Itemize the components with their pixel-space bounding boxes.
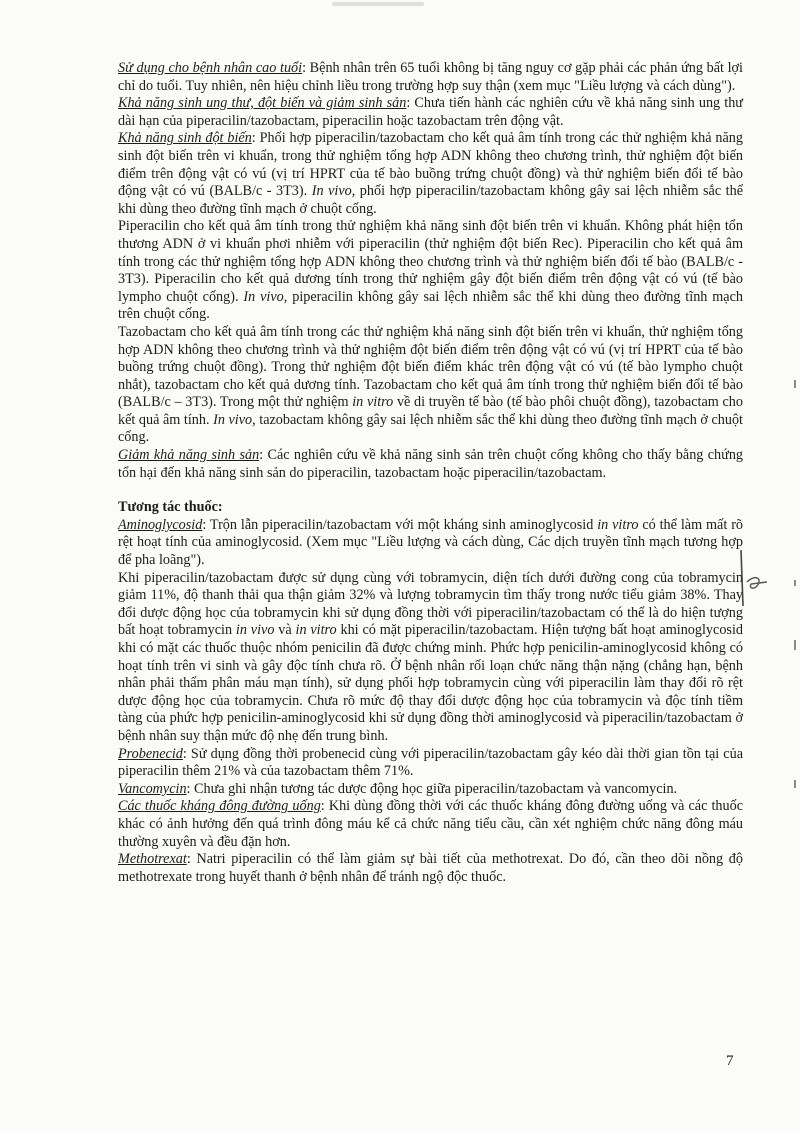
text-run: có thể làm mất rõ rệt hoạt tính của aminoglycosid. (Xem mục "Liều lượng và cách dùng, Các dịch truyền tĩnh mạch tương hợp để pha loãng"). [118, 516, 744, 569]
text-run: Tazobactam cho kết quả âm tính trong các thử nghiệm khả năng sinh đột biến trên vi khuẩn, thử nghiệm tổng hợp ADN không theo chương trình và thử nghiệm đột biến điểm trên động vật có vú (vị trí HPRT của tế bào buồng trứng chuột đồng). Trong thử nghiệm đột biến điểm khác trên động vật có vú (tế bào lympho chuột nhắt), tazobactam cho kết quả dương tính. Tazobactam cho kết quả âm tính trong thử nghiệm biến đổi tế bào (BALB/c – 3T3). Trong một thử nghiệm [118, 323, 743, 411]
paragraph [118, 851, 743, 886]
subsection-label: Khả năng sinh ung thư, đột biến và giảm sinh sản [118, 95, 407, 112]
handwritten-mark [737, 548, 777, 608]
italic-term: in vitro [295, 622, 337, 639]
paragraph [118, 781, 743, 799]
paragraph [118, 60, 743, 95]
text-run: khi có mặt piperacilin/tazobactam. Hiện tượng bất hoạt aminoglycosid khi có mặt các thuốc thuộc nhóm penicilin đã được chứng minh. Phức hợp penicilin-aminoglycosid không có hoạt tính trên vi sinh và gây độc tính chưa rõ. Ở bệnh nhân rối loạn chức năng thận nặng (chẳng hạn, bệnh nhân phải thẩm phân máu mạn tính), sử dụng phối hợp tobramycin cùng với piperacilin làm thay đổi rõ rệt dược động học của tobramycin. Chưa rõ mức độ thay đổi dược động học của tobramycin và độc tính tiềm tàng của phức hợp penicilin-aminoglycosid khi sử dụng đồng thời aminoglycosid và piperacilin/tazobactam ở bệnh nhân suy thận mức độ nhẹ đến trung bình. [118, 622, 743, 744]
italic-term: in vitro [597, 516, 639, 533]
paragraph [118, 324, 743, 447]
italic-term: In vivo [311, 183, 352, 200]
scan-edge-mark [794, 640, 796, 650]
subsection-label: Methotrexat [118, 851, 187, 868]
text-run: : Chưa tiến hành các nghiên cứu về khả năng sinh ung thư dài hạn của piperacilin/tazobactam, piperacilin hoặc tazobactam trên động vật. [118, 95, 743, 129]
paragraph [118, 517, 743, 570]
text-run: Piperacilin cho kết quả âm tính trong thử nghiệm khả năng sinh đột biến trên vi khuẩn. Không phát hiện tổn thương ADN ở vi khuẩn phơi nhiễm với piperacilin (thử nghiệm đột biến Rec). Piperacilin cho kết quả âm tính trong các thử nghiệm tổng hợp ADN không theo chương trình và thử nghiệm biến đổi tế bào (BALB/c - 3T3). Piperacilin cho kết quả dương tính trong thử nghiệm gây đột biến điểm trên động vật có vú (tế bào lympho chuột cống). [118, 218, 743, 305]
text-run: : Trộn lẫn piperacilin/tazobactam với một kháng sinh aminoglycosid [202, 516, 598, 533]
text-run: : Phối hợp piperacilin/tazobactam cho kết quả âm tính trong các thử nghiệm khả năng sinh đột biến trên vi khuẩn, trong thử nghiệm tổng hợp ADN không theo chương trình, thử nghiệm đột biến điểm trên động vật có vú (vị trí HPRT của tế bào buồng trứng chuột đồng) và thử nghiệm biến đổi tế bào động vật có vú (BALB/c - 3T3). [118, 130, 743, 200]
subsection-label: Sử dụng cho bệnh nhân cao tuổi [118, 60, 303, 76]
subsection-label: Vancomycin [118, 780, 187, 797]
text-run: : Các nghiên cứu về khả năng sinh sản trên chuột cống không cho thấy bằng chứng tổn hại đến khả năng sinh sản do piperacilin, tazobactam hoặc piperacilin/tazobactam. [118, 447, 744, 481]
italic-term: in vitro [352, 394, 394, 411]
document-body [118, 60, 743, 886]
paragraph [118, 746, 743, 781]
paragraph [118, 95, 743, 130]
subsection-label: Aminoglycosid [118, 516, 203, 533]
text-run: Khi piperacilin/tazobactam được sử dụng cùng với tobramycin, diện tích dưới đường cong của tobramycin giảm 11%, độ thanh thải qua thận giảm 32% và lượng tobramycin tìm thấy trong nước tiểu giảm 38%. Thay đổi dược động học của tobramycin khi sử dụng đồng thời với piperacilin/tazobactam có thể là do hiện tượng bất hoạt tobramycin [118, 569, 743, 639]
subsection-label: Probenecid [118, 745, 183, 762]
text-run: : Khi dùng đồng thời với các thuốc kháng đông đường uống và các thuốc khác có ảnh hưởng đến quá trình đông máu kể cả chức năng tiểu cầu, cần xét nghiệm chức năng đông máu thường xuyên và đều đặn hơn. [118, 798, 744, 850]
italic-term: in vivo [235, 622, 275, 639]
text-run: : Bệnh nhân trên 65 tuổi không bị tăng nguy cơ gặp phải các phản ứng bất lợi chỉ do tuổi. Tuy nhiên, nên hiệu chỉnh liều trong trường hợp suy thận (xem mục "Liều lượng và cách dùng"). [118, 60, 743, 94]
section-heading [118, 499, 743, 517]
paragraph [118, 570, 743, 746]
paragraph [118, 447, 743, 482]
paragraph [118, 130, 743, 218]
scan-smudge [332, 2, 424, 6]
text-run: và [274, 622, 296, 639]
text-run: : Sử dụng đồng thời probenecid cùng với piperacilin/tazobactam gây kéo dài thời gian tồn tại của piperacilin thêm 21% và của tazobactam thêm 71%. [118, 745, 743, 780]
italic-term: In vivo [243, 288, 284, 305]
text-run: : Chưa ghi nhận tương tác dược động học giữa piperacilin/tazobactam và vancomycin. [186, 780, 678, 797]
subsection-label: Khả năng sinh đột biến [118, 130, 252, 147]
italic-term: In vivo [213, 411, 253, 428]
scan-edge-mark [794, 380, 796, 388]
text-run: về di truyền tế bào (tế bào phôi chuột đồng), tazobactam cho kết quả âm tính. [118, 394, 743, 428]
text-run: , phối hợp piperacilin/tazobactam không gây sai lệch nhiễm sắc thể khi dùng theo đường tĩnh mạch ở chuột cống. [118, 183, 744, 217]
scan-edge-mark [794, 780, 796, 788]
text-run: , tazobactam không gây sai lệch nhiễm sắc thể khi dùng theo đường tĩnh mạch ở chuột cống. [118, 411, 743, 446]
text-run: , piperacilin không gây sai lệch nhiễm sắc thể khi dùng theo đường tĩnh mạch trên chuột cống. [118, 288, 743, 323]
subsection-label: Các thuốc kháng đông đường uống [118, 798, 321, 815]
paragraph [118, 798, 743, 851]
page-number: 7 [726, 1053, 734, 1069]
paragraph [118, 218, 743, 324]
subsection-label: Giảm khả năng sinh sản [118, 447, 260, 464]
text-run: Tương tác thuốc: [118, 499, 223, 516]
text-run: : Natri piperacilin có thể làm giảm sự bài tiết của methotrexat. Do đó, cần theo dõi nồng độ methotrexate trong huyết thanh ở bệnh nhân để tránh ngộ độc thuốc. [118, 851, 743, 885]
scan-edge-mark [794, 580, 796, 586]
